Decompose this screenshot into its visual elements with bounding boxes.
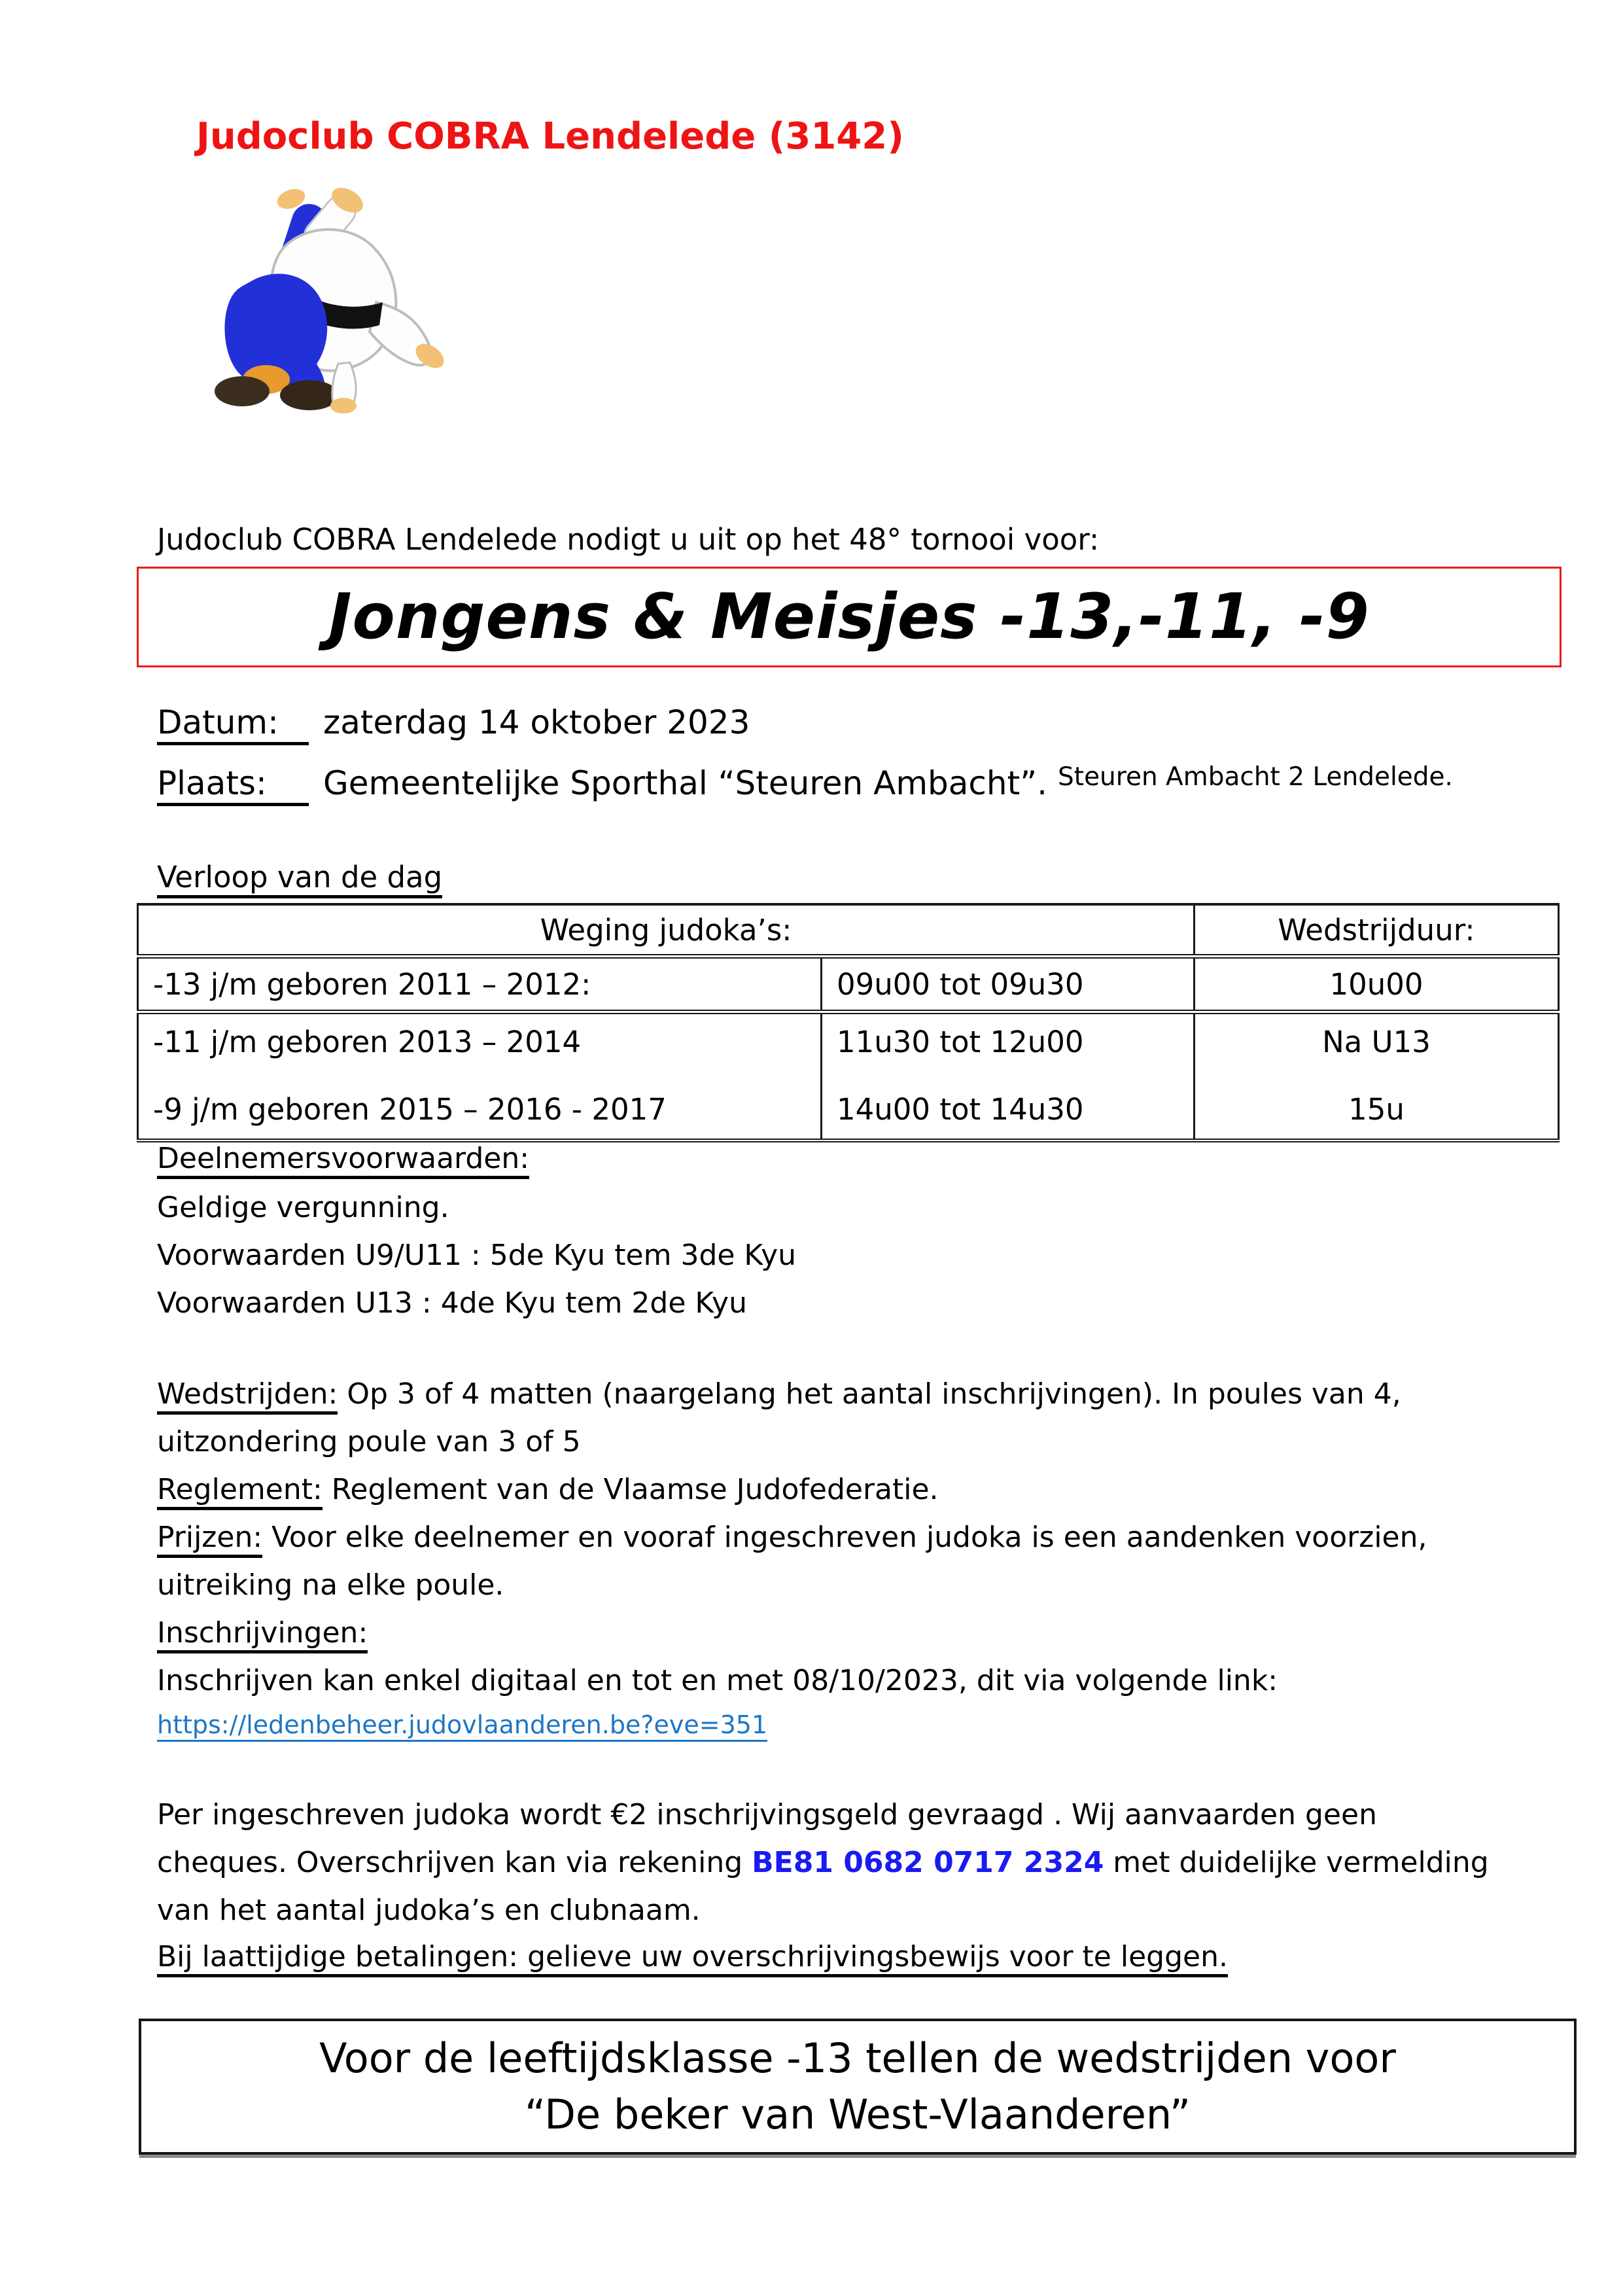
invite-line: Judoclub COBRA Lendelede nodigt u uit op het 48° tornooi voor: [157,522,1100,557]
weigh-time-cell [822,1012,1195,1141]
payment-line-2-before: cheques. Overschrijven kan via rekening [157,1846,752,1879]
age-group-line: -11 j/m geboren 2013 – 2014 [153,1025,582,1059]
age-group-cell: -13 j/m geboren 2011 – 2012: [138,957,822,1012]
schedule-table [137,903,1560,1142]
prijzen-text: Voor elke deelnemer en vooraf ingeschreven judoka is een aandenken voorzien, [262,1521,1427,1554]
column-header-wedstrijduur: Wedstrijduur: [1195,904,1559,957]
head-shadow [215,376,270,406]
judo-throw-illustration [186,185,461,414]
hand [330,398,357,414]
conditions-heading: Deelnemersvoorwaarden: [157,1142,529,1179]
wedstrijden-label: Wedstrijden: [157,1378,338,1415]
schedule-header-row [138,904,1559,957]
payment-line-1: Per ingeschreven judoka wordt €2 inschrijvingsgeld gevraagd . Wij aanvaarden geen [157,1798,1377,1831]
conditions-line: Voorwaarden U9/U11 : 5de Kyu tem 3de Kyu [157,1239,797,1272]
table-row [138,957,1559,1012]
payment-line-3: van het aantal judoka’s en clubnaam. [157,1894,701,1927]
event-title-box [137,567,1562,667]
footer-notice-line-2: “De beker van West-Vlaanderen” [525,2091,1191,2138]
age-group-cell [138,1012,822,1141]
conditions-line: Geldige vergunning. [157,1191,449,1224]
datum-label: Datum: [157,704,309,745]
age-group-line: -9 j/m geboren 2015 – 2016 - 2017 [153,1092,667,1127]
payment-warning-row [157,1940,1228,1977]
registration-link[interactable]: https://ledenbeheer.judovlaanderen.be?eve=351 [157,1710,767,1742]
plaats-note: Steuren Ambacht 2 Lendelede. [1058,762,1453,792]
inschrijvingen-text: Inschrijven kan enkel digitaal en tot en met 08/10/2023, dit via volgende link: [157,1664,1278,1697]
footer-notice-line-1: Voor de leeftijdsklasse -13 tellen de wedstrijden voor [319,2034,1396,2082]
wedstrijden-row [157,1377,1401,1415]
payment-line-2-after: met duidelijke vermelding [1104,1846,1489,1879]
reglement-text: Reglement van de Vlaamse Judofederatie. [322,1473,939,1506]
footer-notice-box [139,2019,1577,2155]
conditions-line: Voorwaarden U13 : 4de Kyu tem 2de Kyu [157,1286,747,1320]
bank-account-number: BE81 0682 0717 2324 [752,1846,1104,1879]
prijzen-label: Prijzen: [157,1521,262,1558]
wedstrijden-text: Op 3 of 4 matten (naargelang het aantal inschrijvingen). In poules van 4, [338,1377,1401,1411]
schedule-heading: Verloop van de dag [157,861,442,898]
match-time-line: 15u [1348,1092,1405,1127]
weigh-time-line: 11u30 tot 12u00 [837,1025,1084,1059]
plaats-value: Gemeentelijke Sporthal “Steuren Ambacht”. [323,764,1048,802]
datum-value: zaterdag 14 oktober 2023 [323,703,750,741]
payment-line-2 [157,1846,1489,1879]
event-title: Jongens & Meisjes -13,-11, -9 [328,581,1370,653]
match-time-cell [1195,1012,1559,1141]
plaats-label: Plaats: [157,765,309,806]
weigh-time-cell: 09u00 tot 09u30 [822,957,1195,1012]
registration-link-row [157,1710,767,1739]
table-row [138,1012,1559,1141]
match-time-cell: 10u00 [1195,957,1559,1012]
head-shadow [280,380,339,410]
inschrijvingen-label: Inschrijvingen: [157,1617,368,1653]
datum-row [157,703,750,745]
reglement-row [157,1473,939,1510]
prijzen-text-2: uitreiking na elke poule. [157,1568,504,1602]
plaats-row [157,764,1453,806]
prijzen-row [157,1521,1427,1558]
inschrijvingen-heading-row [157,1616,368,1653]
weigh-time-line: 14u00 tot 14u30 [837,1092,1084,1127]
club-title: Judoclub COBRA Lendelede (3142) [196,115,904,158]
reglement-label: Reglement: [157,1474,323,1510]
payment-warning: Bij laattijdige betalingen: gelieve uw overschrijvingsbewijs voor te leggen. [157,1941,1228,1977]
schedule-heading-row [157,860,442,898]
wedstrijden-text-2: uitzondering poule van 3 of 5 [157,1425,581,1458]
conditions-heading-row [157,1142,529,1179]
column-header-weging: Weging judoka’s: [138,904,1195,957]
match-time-line: Na U13 [1322,1025,1431,1059]
